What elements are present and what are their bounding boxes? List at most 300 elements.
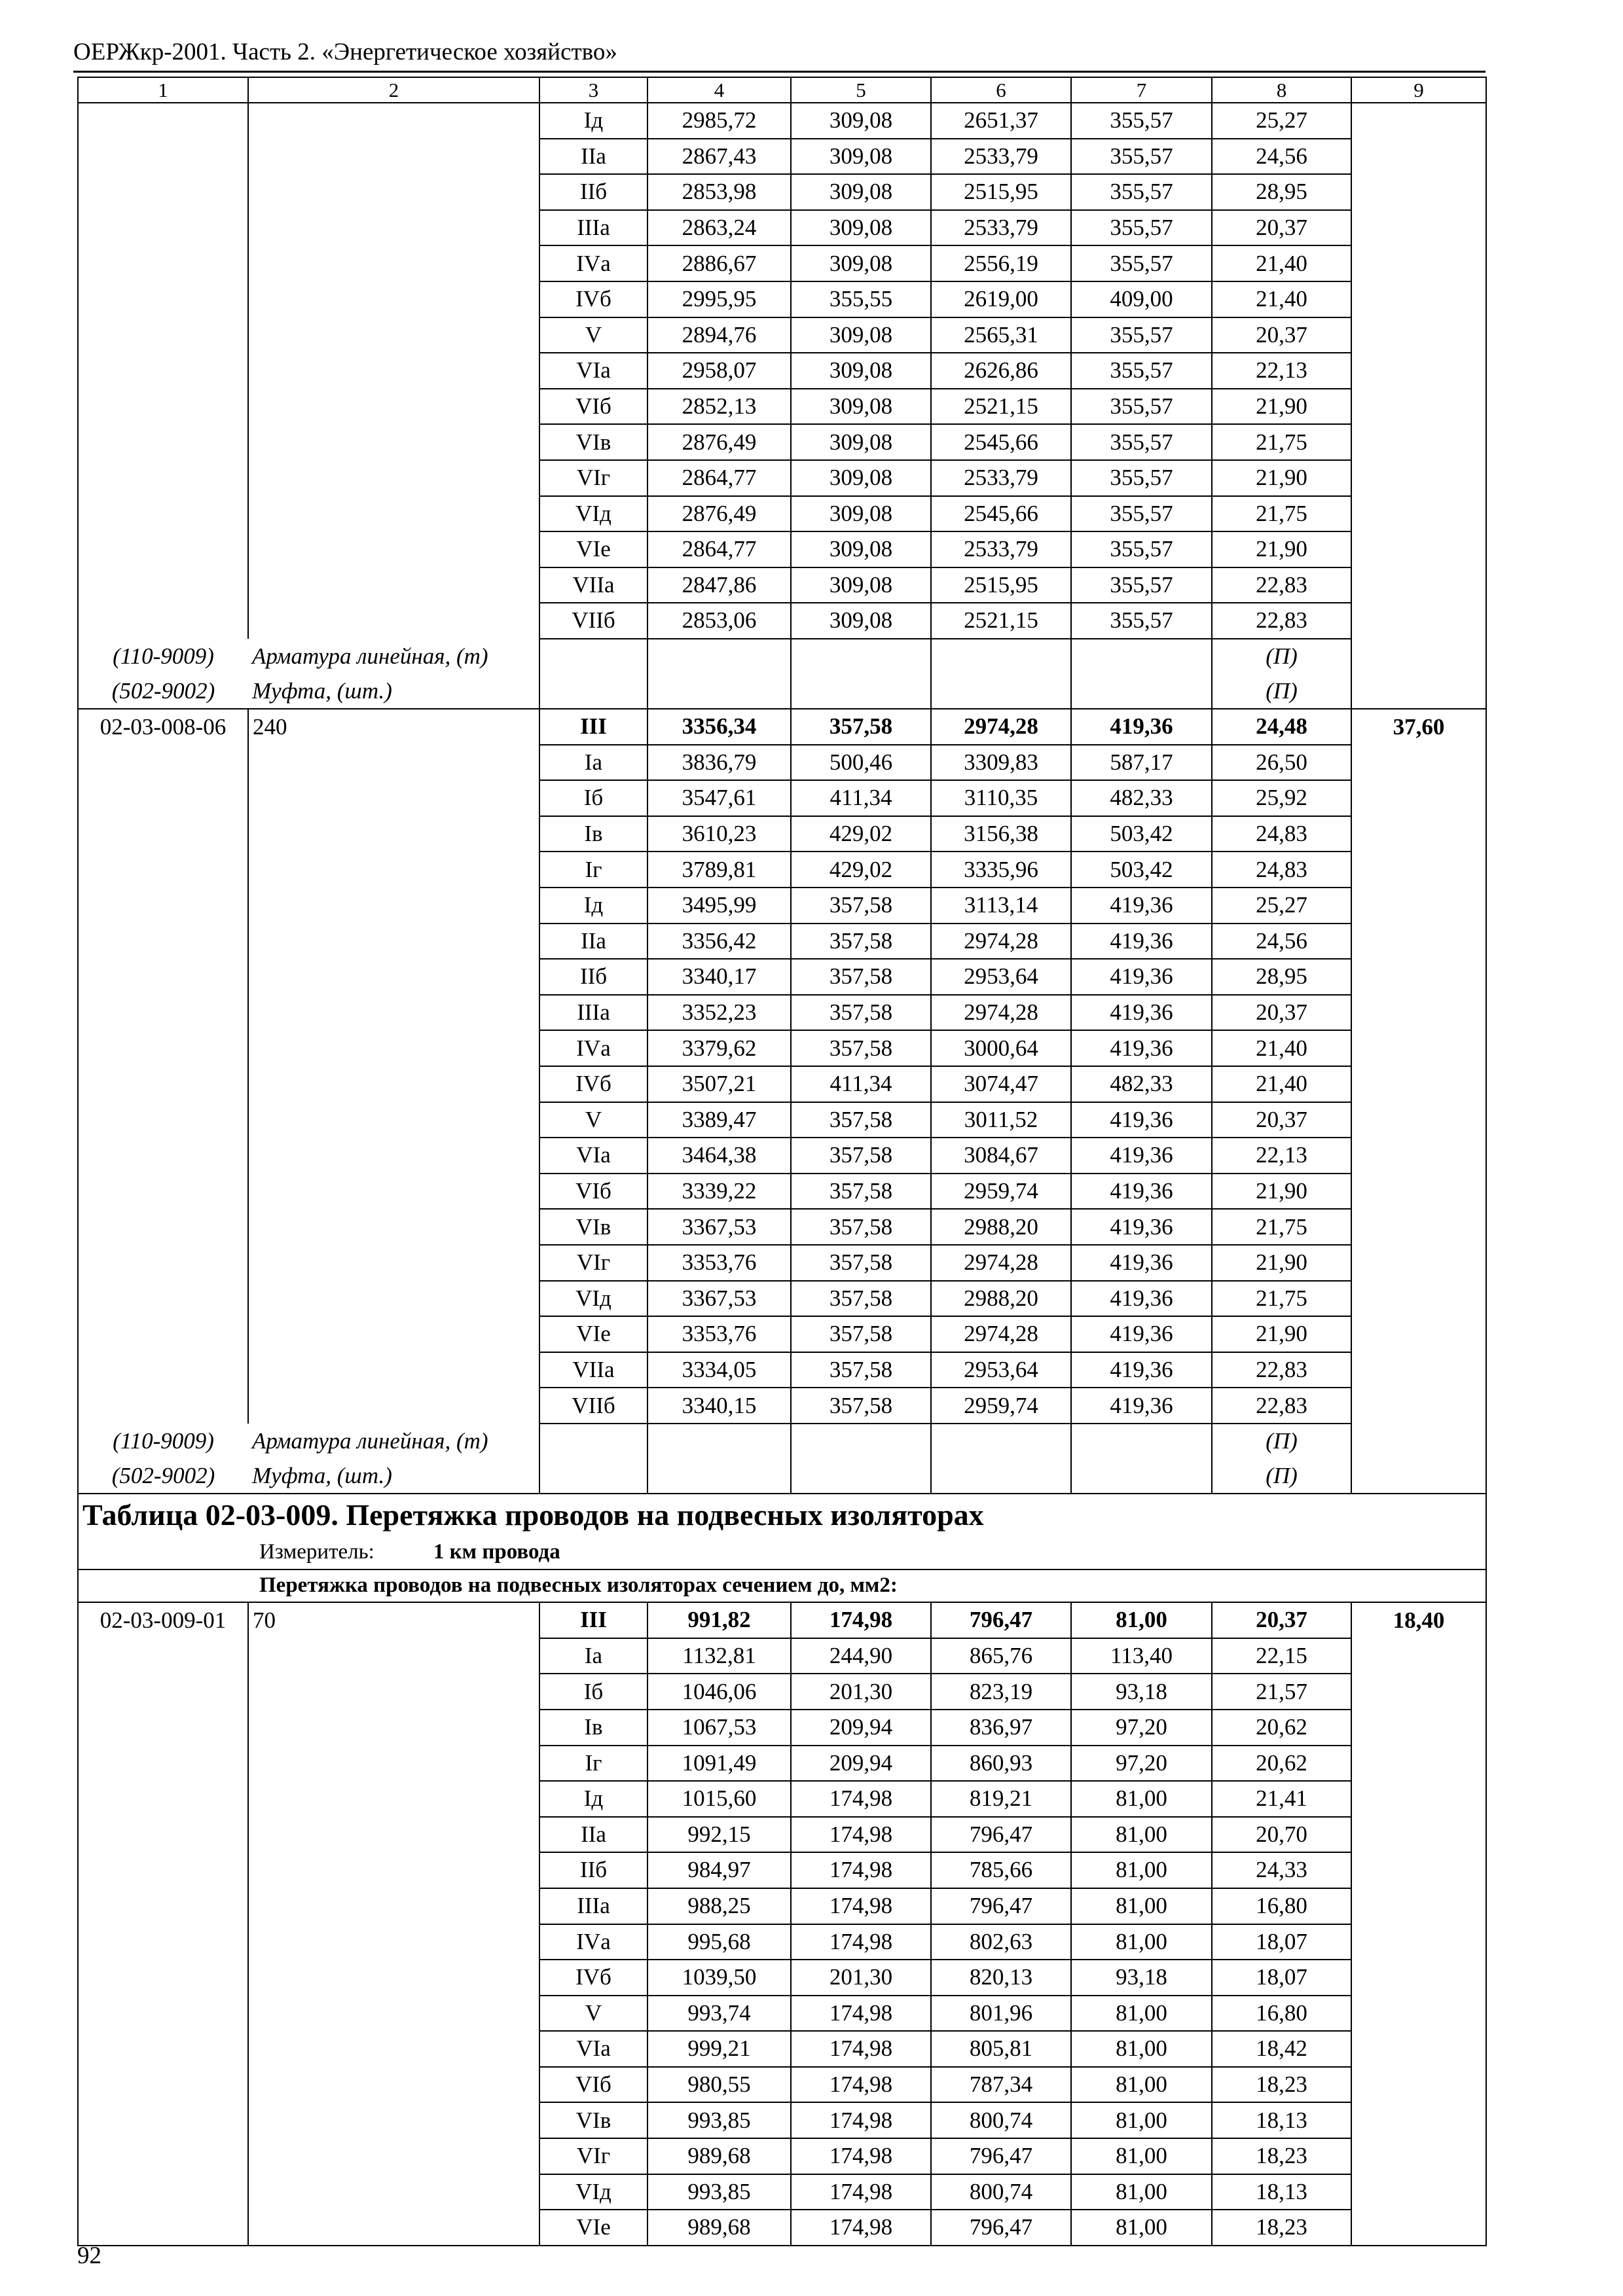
- total-cell: [1351, 2067, 1486, 2103]
- value-cell: 309,08: [791, 567, 931, 603]
- value-cell: 587,17: [1071, 745, 1212, 781]
- code-cell: [78, 174, 248, 210]
- param-cell: [248, 1638, 539, 1674]
- value-cell: 309,08: [791, 531, 931, 567]
- empty-cell: [1071, 639, 1212, 674]
- total-cell: [1351, 2174, 1486, 2210]
- value-cell: 3367,53: [647, 1209, 791, 1245]
- param-cell: [248, 567, 539, 603]
- param-cell: [248, 1102, 539, 1138]
- resource-code: (110-9009): [78, 639, 248, 674]
- value-cell: Iа: [539, 745, 647, 781]
- value-cell: 796,47: [931, 1888, 1071, 1924]
- value-cell: 21,90: [1212, 1245, 1351, 1281]
- header-rule: [73, 71, 1486, 73]
- value-cell: IVа: [539, 245, 647, 281]
- value-cell: VIв: [539, 424, 647, 460]
- value-cell: 24,56: [1212, 139, 1351, 175]
- value-cell: 81,00: [1071, 1817, 1212, 1853]
- value-cell: 2867,43: [647, 139, 791, 175]
- value-cell: 21,41: [1212, 1781, 1351, 1817]
- empty-cell: [647, 1459, 791, 1494]
- value-cell: 2853,06: [647, 603, 791, 639]
- code-cell: [78, 1174, 248, 1210]
- value-cell: 174,98: [791, 2174, 931, 2210]
- value-cell: 411,34: [791, 1066, 931, 1102]
- value-cell: 24,56: [1212, 924, 1351, 960]
- value-cell: 28,95: [1212, 959, 1351, 995]
- total-cell: [1351, 959, 1486, 995]
- table-row: [78, 1245, 1486, 1281]
- total-cell: [1351, 888, 1486, 924]
- value-cell: 3389,47: [647, 1102, 791, 1138]
- value-cell: 355,57: [1071, 174, 1212, 210]
- value-cell: 999,21: [647, 2031, 791, 2067]
- value-cell: VIIб: [539, 1388, 647, 1424]
- value-cell: 802,63: [931, 1924, 1071, 1960]
- value-cell: III: [539, 709, 647, 745]
- table-row: [78, 995, 1486, 1031]
- table-row: [78, 1781, 1486, 1817]
- value-cell: 989,68: [647, 2138, 791, 2174]
- value-cell: 2953,64: [931, 1352, 1071, 1388]
- param-cell: [248, 1138, 539, 1174]
- table-row: [78, 1388, 1486, 1424]
- code-cell: [78, 2138, 248, 2174]
- value-cell: 1067,53: [647, 1710, 791, 1746]
- value-cell: 20,37: [1212, 317, 1351, 353]
- value-cell: 97,20: [1071, 1710, 1212, 1746]
- table-row: [78, 1209, 1486, 1245]
- table-row: [78, 103, 1486, 139]
- total-cell: [1351, 603, 1486, 639]
- value-cell: 2953,64: [931, 959, 1071, 995]
- value-cell: 21,40: [1212, 1066, 1351, 1102]
- code-cell: [78, 1638, 248, 1674]
- value-cell: 984,97: [647, 1852, 791, 1888]
- column-number: 6: [931, 77, 1071, 103]
- value-cell: 2988,20: [931, 1209, 1071, 1245]
- value-cell: 357,58: [791, 1174, 931, 1210]
- empty-cell: [539, 1424, 647, 1459]
- code-cell: [78, 959, 248, 995]
- table-row: [78, 317, 1486, 353]
- code-cell: [78, 245, 248, 281]
- total-cell: [1351, 745, 1486, 781]
- value-cell: 81,00: [1071, 2174, 1212, 2210]
- param-cell: [248, 1245, 539, 1281]
- code-cell: [78, 780, 248, 816]
- value-cell: 93,18: [1071, 1674, 1212, 1710]
- value-cell: 500,46: [791, 745, 931, 781]
- param-cell: [248, 2138, 539, 2174]
- param-cell: [248, 2210, 539, 2246]
- column-number: 1: [78, 77, 248, 103]
- code-cell: [78, 1781, 248, 1817]
- value-cell: 309,08: [791, 353, 931, 389]
- param-cell: [248, 496, 539, 532]
- value-cell: 3110,35: [931, 780, 1071, 816]
- param-cell: [248, 1746, 539, 1782]
- value-cell: 2974,28: [931, 1316, 1071, 1352]
- value-cell: 174,98: [791, 2067, 931, 2103]
- value-cell: 20,37: [1212, 1102, 1351, 1138]
- value-cell: 309,08: [791, 317, 931, 353]
- param-cell: [248, 103, 539, 139]
- value-cell: 18,13: [1212, 2174, 1351, 2210]
- value-cell: 2626,86: [931, 353, 1071, 389]
- value-cell: 3367,53: [647, 1281, 791, 1317]
- total-cell: [1351, 1638, 1486, 1674]
- note-row: [78, 1424, 1486, 1459]
- empty-cell: [1071, 1424, 1212, 1459]
- value-cell: VIд: [539, 2174, 647, 2210]
- value-cell: 1039,50: [647, 1960, 791, 1996]
- param-cell: [248, 924, 539, 960]
- table-row: [78, 1066, 1486, 1102]
- value-cell: IIб: [539, 959, 647, 995]
- total-cell: [1351, 1924, 1486, 1960]
- total-cell: [1351, 780, 1486, 816]
- value-cell: 357,58: [791, 709, 931, 745]
- param-cell: [248, 245, 539, 281]
- value-cell: 355,57: [1071, 139, 1212, 175]
- value-cell: 429,02: [791, 816, 931, 852]
- param-cell: [248, 460, 539, 496]
- param-cell: [248, 1781, 539, 1817]
- value-cell: 355,57: [1071, 210, 1212, 246]
- value-cell: 2852,13: [647, 389, 791, 425]
- value-cell: 1015,60: [647, 1781, 791, 1817]
- empty-cell: [539, 1459, 647, 1494]
- value-cell: Iб: [539, 1674, 647, 1710]
- value-cell: 174,98: [791, 1602, 931, 1638]
- value-cell: VIб: [539, 2067, 647, 2103]
- value-cell: 2853,98: [647, 174, 791, 210]
- value-cell: 419,36: [1071, 709, 1212, 745]
- value-cell: 20,37: [1212, 995, 1351, 1031]
- value-cell: 2894,76: [647, 317, 791, 353]
- resource-code: (110-9009): [78, 1424, 248, 1459]
- value-cell: 209,94: [791, 1746, 931, 1782]
- total-cell: [1351, 924, 1486, 960]
- value-cell: 3334,05: [647, 1352, 791, 1388]
- value-cell: 21,90: [1212, 1316, 1351, 1352]
- value-cell: 357,58: [791, 995, 931, 1031]
- param-cell: [248, 959, 539, 995]
- code-cell: [78, 1888, 248, 1924]
- value-cell: 357,58: [791, 1245, 931, 1281]
- value-cell: 22,83: [1212, 1388, 1351, 1424]
- empty-cell: [791, 639, 931, 674]
- value-cell: 2533,79: [931, 210, 1071, 246]
- value-cell: V: [539, 1996, 647, 2032]
- value-cell: 174,98: [791, 1888, 931, 1924]
- value-cell: V: [539, 1102, 647, 1138]
- value-cell: 2876,49: [647, 424, 791, 460]
- value-cell: 81,00: [1071, 2138, 1212, 2174]
- value-cell: 309,08: [791, 103, 931, 139]
- value-cell: 20,62: [1212, 1746, 1351, 1782]
- total-cell: [1351, 245, 1486, 281]
- table-row: [78, 139, 1486, 175]
- empty-cell: [647, 1424, 791, 1459]
- value-cell: 419,36: [1071, 1209, 1212, 1245]
- table-row: [78, 2174, 1486, 2210]
- value-cell: 20,37: [1212, 210, 1351, 246]
- param-cell: [248, 389, 539, 425]
- value-cell: 174,98: [791, 2031, 931, 2067]
- code-cell: [78, 1388, 248, 1424]
- value-cell: 355,57: [1071, 496, 1212, 532]
- document-header: ОЕРЖкр-2001. Часть 2. «Энергетическое хозяйство»: [73, 39, 617, 65]
- table-row: [78, 709, 1486, 745]
- code-cell: [78, 2067, 248, 2103]
- value-cell: 3156,38: [931, 816, 1071, 852]
- total-cell: [1351, 103, 1486, 139]
- value-cell: 800,74: [931, 2102, 1071, 2138]
- value-cell: 865,76: [931, 1638, 1071, 1674]
- table-row: [78, 1852, 1486, 1888]
- empty-cell: [1351, 639, 1486, 674]
- param-cell: [248, 139, 539, 175]
- resource-code: (502-9002): [78, 1459, 248, 1494]
- empty-cell: [539, 639, 647, 674]
- value-cell: 22,83: [1212, 567, 1351, 603]
- code-cell: [78, 103, 248, 139]
- value-cell: 357,58: [791, 1138, 931, 1174]
- value-cell: 309,08: [791, 210, 931, 246]
- table-row: [78, 567, 1486, 603]
- empty-cell: [791, 1424, 931, 1459]
- column-number: 5: [791, 77, 931, 103]
- value-cell: 2651,37: [931, 103, 1071, 139]
- section-subtitle: [78, 1570, 1486, 1602]
- value-cell: 21,40: [1212, 245, 1351, 281]
- value-cell: 113,40: [1071, 1638, 1212, 1674]
- value-cell: 81,00: [1071, 2067, 1212, 2103]
- column-number: 2: [248, 77, 539, 103]
- table-row: [78, 1924, 1486, 1960]
- note-row: [78, 674, 1486, 709]
- value-cell: 2988,20: [931, 1281, 1071, 1317]
- value-cell: 409,00: [1071, 281, 1212, 317]
- value-cell: 3011,52: [931, 1102, 1071, 1138]
- total-cell: [1351, 1674, 1486, 1710]
- table-title-row: [78, 1494, 1486, 1536]
- value-cell: 18,23: [1212, 2067, 1351, 2103]
- value-cell: 3464,38: [647, 1138, 791, 1174]
- value-cell: 419,36: [1071, 1316, 1212, 1352]
- value-cell: 21,75: [1212, 496, 1351, 532]
- value-cell: 174,98: [791, 2102, 931, 2138]
- table-row: [78, 1174, 1486, 1210]
- table-row: [78, 959, 1486, 995]
- value-cell: 201,30: [791, 1960, 931, 1996]
- code-cell: [78, 995, 248, 1031]
- value-cell: 174,98: [791, 1817, 931, 1853]
- value-cell: 357,58: [791, 1102, 931, 1138]
- value-cell: VIе: [539, 2210, 647, 2246]
- total-cell: [1351, 1102, 1486, 1138]
- value-cell: 25,27: [1212, 888, 1351, 924]
- resource-name: Муфта, (шт.): [248, 1459, 539, 1494]
- code-cell: [78, 1352, 248, 1388]
- rates-table-body: [78, 77, 1486, 2246]
- total-cell: [1351, 460, 1486, 496]
- value-cell: 800,74: [931, 2174, 1071, 2210]
- param-cell: [248, 2174, 539, 2210]
- value-cell: 2533,79: [931, 139, 1071, 175]
- value-cell: 1091,49: [647, 1746, 791, 1782]
- value-cell: 309,08: [791, 460, 931, 496]
- value-cell: 787,34: [931, 2067, 1071, 2103]
- table-row: [78, 2031, 1486, 2067]
- table-row: [78, 210, 1486, 246]
- param-cell: [248, 317, 539, 353]
- value-cell: 174,98: [791, 2138, 931, 2174]
- param-cell: [248, 1209, 539, 1245]
- param-cell: [248, 2102, 539, 2138]
- value-cell: Iд: [539, 888, 647, 924]
- value-cell: 2619,00: [931, 281, 1071, 317]
- param-cell: [248, 1174, 539, 1210]
- value-cell: 801,96: [931, 1996, 1071, 2032]
- empty-cell: [647, 674, 791, 709]
- code-cell: [78, 139, 248, 175]
- empty-cell: [1351, 1459, 1486, 1494]
- value-cell: 796,47: [931, 2138, 1071, 2174]
- code-cell: [78, 816, 248, 852]
- total-cell: [1351, 2102, 1486, 2138]
- table-row: [78, 1316, 1486, 1352]
- value-cell: V: [539, 317, 647, 353]
- value-cell: 355,57: [1071, 103, 1212, 139]
- param-cell: [248, 531, 539, 567]
- value-cell: 995,68: [647, 1924, 791, 1960]
- value-cell: 93,18: [1071, 1960, 1212, 1996]
- value-cell: IVа: [539, 1924, 647, 1960]
- value-cell: 836,97: [931, 1710, 1071, 1746]
- value-cell: 28,95: [1212, 174, 1351, 210]
- empty-cell: [647, 639, 791, 674]
- table-row: [78, 780, 1486, 816]
- total-cell: [1351, 1781, 1486, 1817]
- value-cell: 22,83: [1212, 1352, 1351, 1388]
- value-cell: 16,80: [1212, 1996, 1351, 2032]
- column-number: 8: [1212, 77, 1351, 103]
- value-cell: Iб: [539, 780, 647, 816]
- value-cell: VIIб: [539, 603, 647, 639]
- total-cell: 18,40: [1351, 1602, 1486, 1638]
- value-cell: 355,57: [1071, 353, 1212, 389]
- param-cell: [248, 888, 539, 924]
- measure-label: Измеритель:: [259, 1540, 374, 1564]
- code-cell: [78, 460, 248, 496]
- table-row: [78, 852, 1486, 888]
- column-number: 9: [1351, 77, 1486, 103]
- value-cell: VIIа: [539, 567, 647, 603]
- total-cell: [1351, 174, 1486, 210]
- total-cell: [1351, 531, 1486, 567]
- code-cell: [78, 2210, 248, 2246]
- value-cell: 2959,74: [931, 1388, 1071, 1424]
- param-cell: [248, 1316, 539, 1352]
- value-cell: 357,58: [791, 924, 931, 960]
- table-row: [78, 1352, 1486, 1388]
- value-cell: VIе: [539, 531, 647, 567]
- param-cell: [248, 1388, 539, 1424]
- value-cell: 988,25: [647, 1888, 791, 1924]
- code-cell: [78, 1138, 248, 1174]
- value-cell: VIб: [539, 1174, 647, 1210]
- table-row: [78, 1602, 1486, 1638]
- value-cell: 355,57: [1071, 603, 1212, 639]
- value-cell: 18,07: [1212, 1924, 1351, 1960]
- value-cell: Iд: [539, 103, 647, 139]
- value-cell: 3335,96: [931, 852, 1071, 888]
- param-cell: 70: [248, 1602, 539, 1638]
- value-cell: 980,55: [647, 2067, 791, 2103]
- value-cell: Iг: [539, 1746, 647, 1782]
- empty-cell: [1071, 674, 1212, 709]
- value-cell: 174,98: [791, 2210, 931, 2246]
- value-cell: 419,36: [1071, 1281, 1212, 1317]
- total-cell: [1351, 139, 1486, 175]
- value-cell: 796,47: [931, 2210, 1071, 2246]
- value-cell: 819,21: [931, 1781, 1071, 1817]
- value-cell: 81,00: [1071, 2210, 1212, 2246]
- value-cell: 2974,28: [931, 995, 1071, 1031]
- value-cell: 419,36: [1071, 1030, 1212, 1066]
- param-cell: [248, 1888, 539, 1924]
- table-row: [78, 1710, 1486, 1746]
- value-cell: 419,36: [1071, 1388, 1212, 1424]
- value-cell: IVа: [539, 1030, 647, 1066]
- code-cell: [78, 317, 248, 353]
- resource-code: (502-9002): [78, 674, 248, 709]
- code-cell: [78, 531, 248, 567]
- value-cell: 3353,76: [647, 1316, 791, 1352]
- param-cell: [248, 1924, 539, 1960]
- value-cell: IIIа: [539, 1888, 647, 1924]
- note-row: [78, 1459, 1486, 1494]
- value-cell: 1046,06: [647, 1674, 791, 1710]
- total-cell: [1351, 1030, 1486, 1066]
- table-row: [78, 1030, 1486, 1066]
- value-cell: 3352,23: [647, 995, 791, 1031]
- total-cell: [1351, 389, 1486, 425]
- value-cell: 81,00: [1071, 1888, 1212, 1924]
- value-cell: 2515,95: [931, 174, 1071, 210]
- resource-name: Муфта, (шт.): [248, 674, 539, 709]
- value-cell: 3356,42: [647, 924, 791, 960]
- section-subtitle-text: Перетяжка проводов на подвесных изоляторах сечением до, мм2:: [259, 1573, 898, 1598]
- value-cell: 2545,66: [931, 424, 1071, 460]
- value-cell: 21,40: [1212, 281, 1351, 317]
- code-cell: [78, 389, 248, 425]
- value-cell: IVб: [539, 1066, 647, 1102]
- value-cell: 860,93: [931, 1746, 1071, 1782]
- total-cell: [1351, 1281, 1486, 1317]
- value-cell: 411,34: [791, 780, 931, 816]
- code-cell: [78, 1102, 248, 1138]
- value-cell: 21,90: [1212, 531, 1351, 567]
- table-row: [78, 245, 1486, 281]
- code-cell: [78, 2102, 248, 2138]
- column-number-row: [78, 77, 1486, 103]
- code-cell: [78, 2174, 248, 2210]
